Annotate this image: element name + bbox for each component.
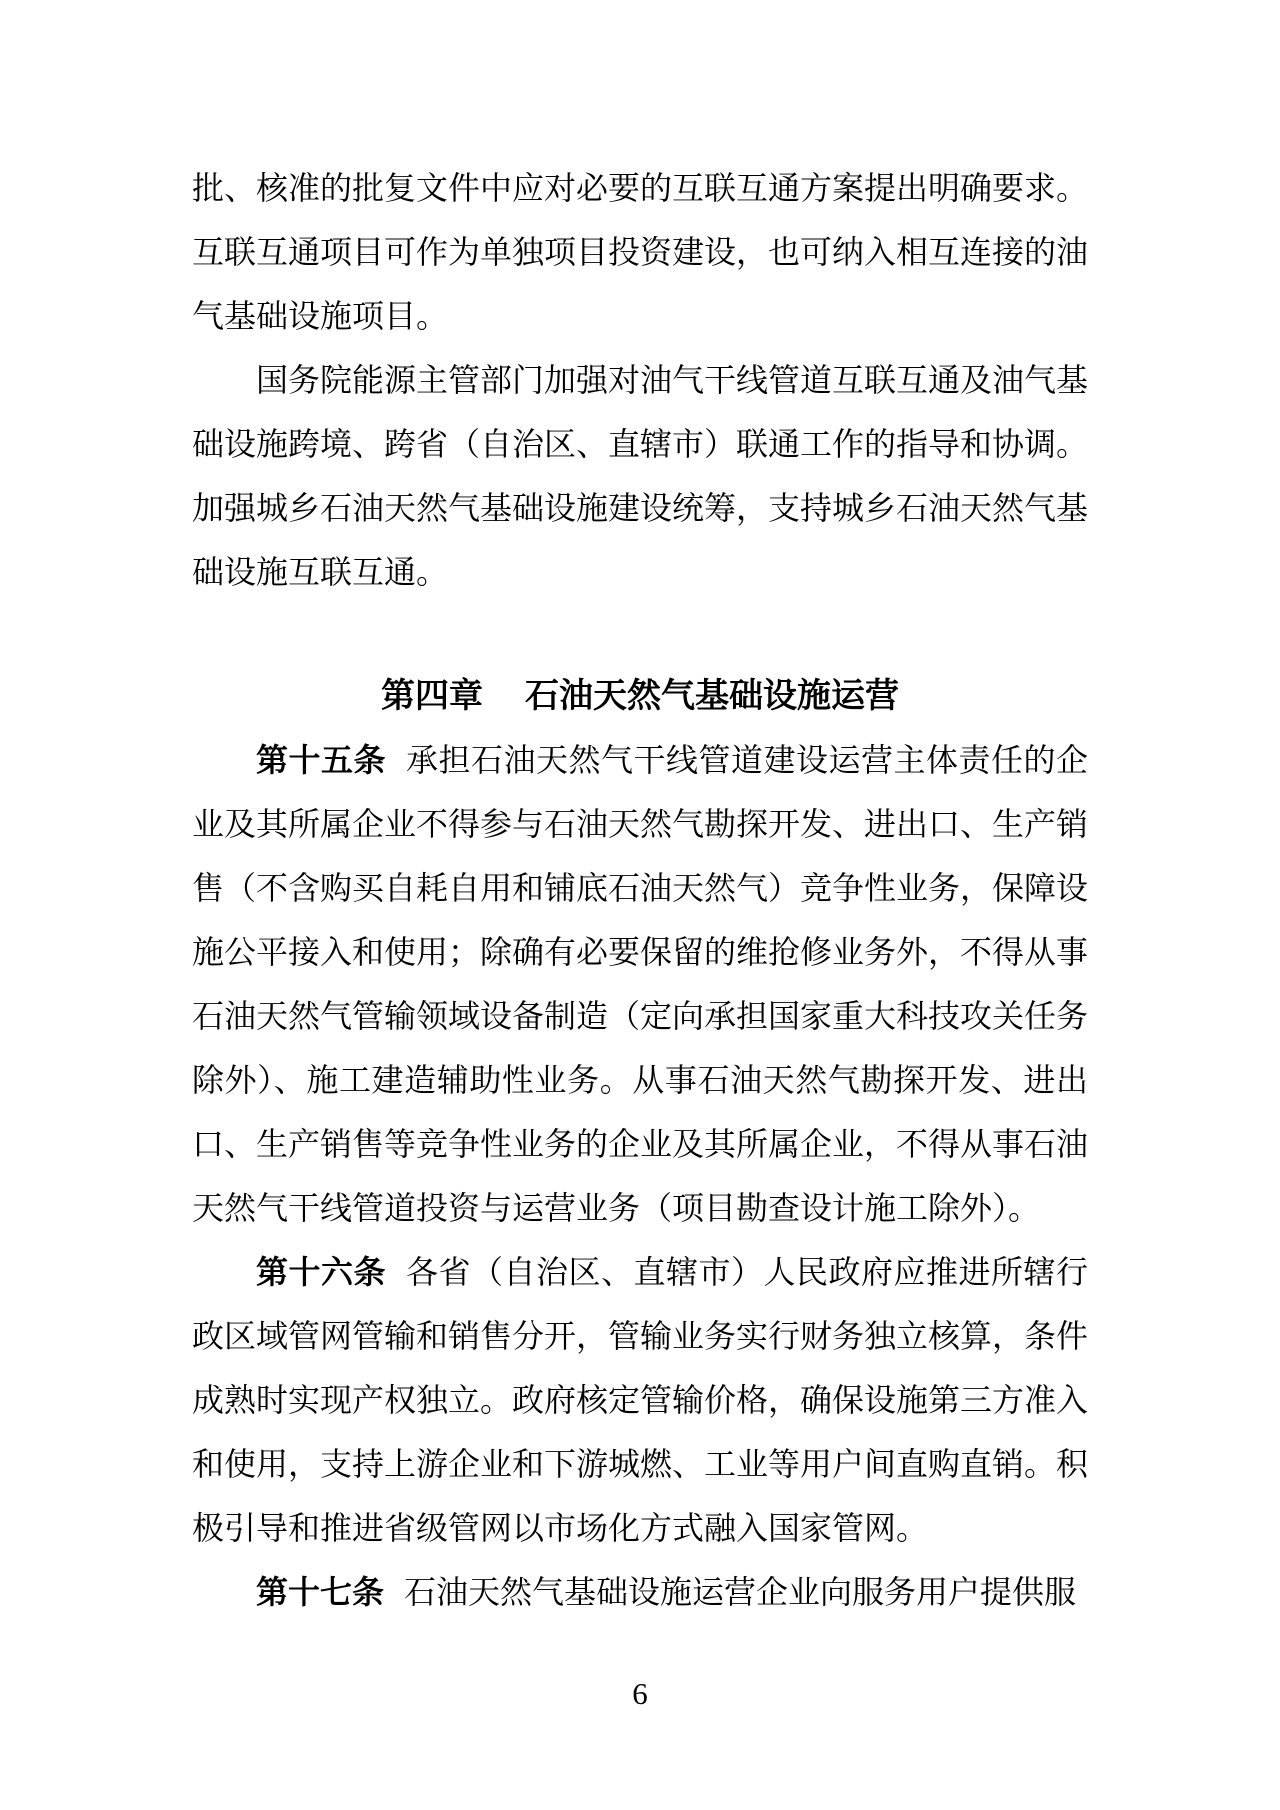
article-17	[192, 1560, 1088, 1624]
article-15-text: 承担石油天然气干线管道建设运营主体责任的企业及其所属企业不得参与石油天然气勘探开发、进出口、生产销售（不含购买自耗自用和铺底石油天然气）竞争性业务，保障设施公平接入和使用；除确有必要保留的维抢修业务外，不得从事石油天然气管输领域设备制造（定向承担国家重大科技攻关任务除外）、施工建造辅助性业务。从事石油天然气勘探开发、进出口、生产销售等竞争性业务的企业及其所属企业，不得从事石油天然气干线管道投资与运营业务（项目勘查设计施工除外）。	[192, 742, 1089, 1226]
paragraph-approval-requirements: 批、核准的批复文件中应对必要的互联互通方案提出明确要求。互联互通项目可作为单独项目投资建设，也可纳入相互连接的油气基础设施项目。	[192, 170, 1089, 334]
paragraph-interconnection-coordination: 国务院能源主管部门加强对油气干线管道互联互通及油气基础设施跨境、跨省（自治区、直辖市）联通工作的指导和协调。加强城乡石油天然气基础设施建设统筹，支持城乡石油天然气基础设施互联互通。	[192, 362, 1089, 590]
article-17-text: 石油天然气基础设施运营企业向服务用户提供服	[404, 1574, 1077, 1610]
page-number: 6	[632, 1676, 648, 1711]
article-17-number: 第十七条	[256, 1574, 385, 1610]
article-15	[192, 728, 1088, 1240]
article-16-number: 第十六条	[256, 1254, 386, 1290]
article-16-text: 各省（自治区、直辖市）人民政府应推进所辖行政区域管网管输和销售分开，管输业务实行财务独立核算，条件成熟时实现产权独立。政府核定管输价格，确保设施第三方准入和使用，支持上游企业和下游城燃、工业等用户间直购直销。积极引导和推进省级管网以市场化方式融入国家管网。	[192, 1254, 1089, 1546]
article-15-number: 第十五条	[256, 742, 386, 778]
chapter-title: 石油天然气基础设施运营	[525, 677, 899, 715]
chapter-number: 第四章	[381, 677, 483, 715]
document-text-block	[192, 156, 1088, 1624]
chapter-heading	[192, 664, 1088, 728]
article-16	[192, 1240, 1088, 1560]
